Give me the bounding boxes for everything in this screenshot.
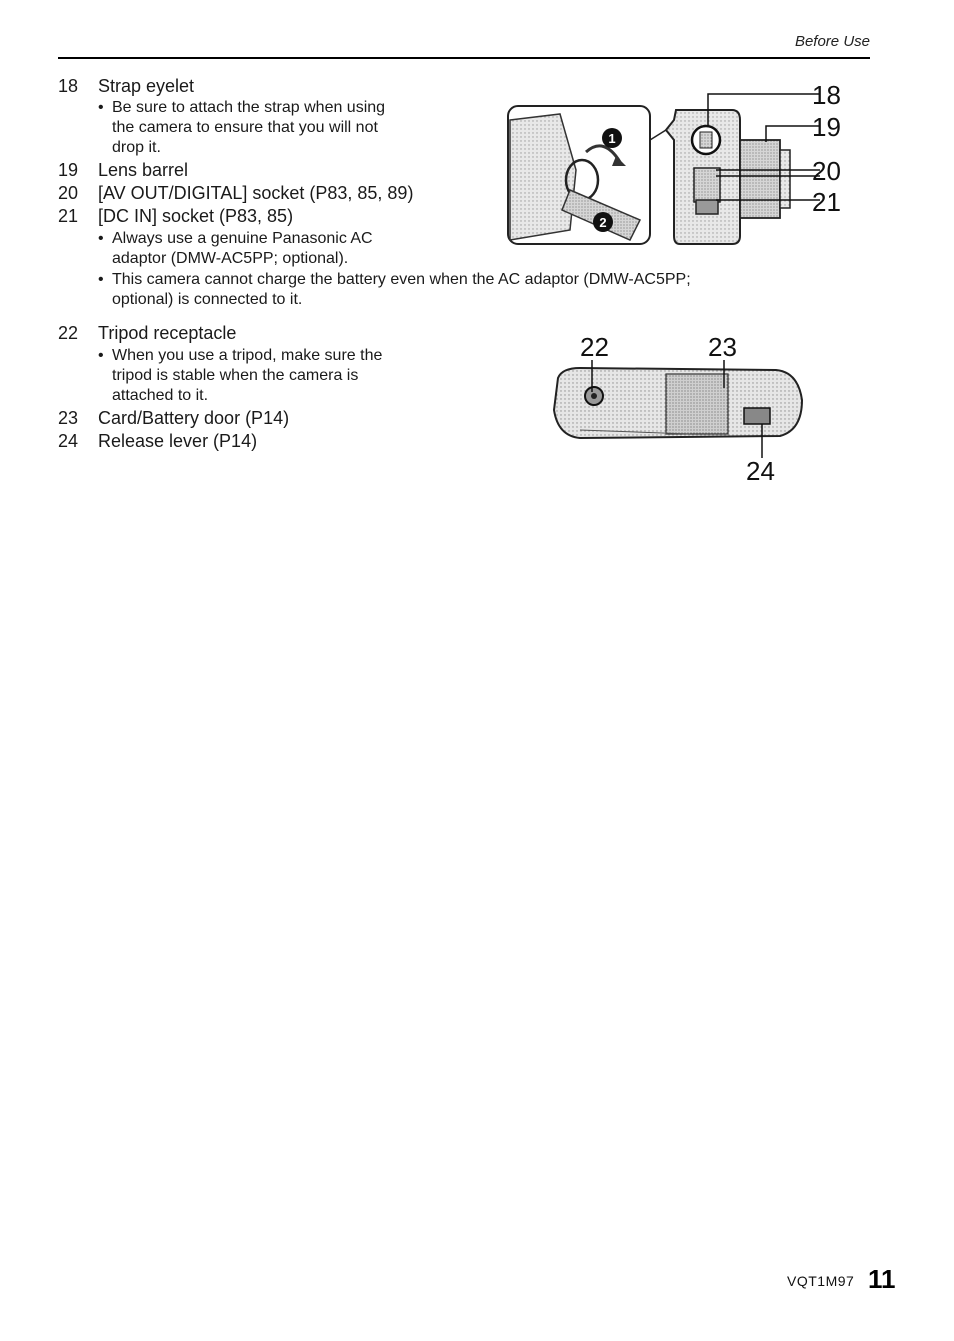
note-line: the camera to ensure that you will not <box>112 119 378 136</box>
item-number: 21 <box>58 206 79 226</box>
note-line: Always use a genuine Panasonic AC <box>112 230 373 247</box>
bullet: • <box>98 230 104 247</box>
note-line: adaptor (DMW-AC5PP; optional). <box>112 250 349 267</box>
bullet: • <box>98 99 104 116</box>
svg-text:2: 2 <box>599 215 607 230</box>
note-line: When you use a tripod, make sure the <box>112 347 383 364</box>
note-line: attached to it. <box>112 387 209 404</box>
note-line: This camera cannot charge the battery even when the AC adaptor (DMW-AC5PP; <box>112 271 691 288</box>
note-line: Be sure to attach the strap when using <box>112 99 386 116</box>
note-line: drop it. <box>112 139 161 156</box>
camera-side-illustration <box>500 80 860 250</box>
callout-20: 20 <box>812 156 841 186</box>
callout-22: 22 <box>580 332 609 362</box>
callout-24: 24 <box>746 456 775 486</box>
item-label: Card/Battery door (P14) <box>98 408 290 428</box>
item-label: Release lever (P14) <box>98 431 258 451</box>
bullet: • <box>98 347 104 364</box>
item-label: Lens barrel <box>98 160 189 180</box>
note-line: tripod is stable when the camera is <box>112 367 359 384</box>
callout-21: 21 <box>812 187 841 217</box>
page-header <box>58 31 870 59</box>
item-label: [DC IN] socket (P83, 85) <box>98 206 294 226</box>
item-number: 19 <box>58 160 79 180</box>
item-label: Strap eyelet <box>98 76 195 96</box>
item-number: 20 <box>58 183 79 203</box>
page-number: 11 <box>868 1264 896 1294</box>
callout-23: 23 <box>708 332 737 362</box>
section-title: Before Use <box>794 33 870 50</box>
callout-19: 19 <box>812 112 841 142</box>
item-number: 18 <box>58 76 79 96</box>
svg-text:1: 1 <box>608 131 616 146</box>
item-label: [AV OUT/DIGITAL] socket (P83, 85, 89) <box>98 183 414 203</box>
item-label: Tripod receptacle <box>98 323 237 343</box>
camera-bottom-illustration <box>540 330 820 490</box>
item-number: 22 <box>58 323 79 343</box>
item-number: 24 <box>58 431 79 451</box>
callout-18: 18 <box>812 80 841 110</box>
note-line: optional) is connected to it. <box>112 291 303 308</box>
document-code: VQT1M97 <box>787 1273 855 1289</box>
item-number: 23 <box>58 408 79 428</box>
bullet: • <box>98 271 104 288</box>
